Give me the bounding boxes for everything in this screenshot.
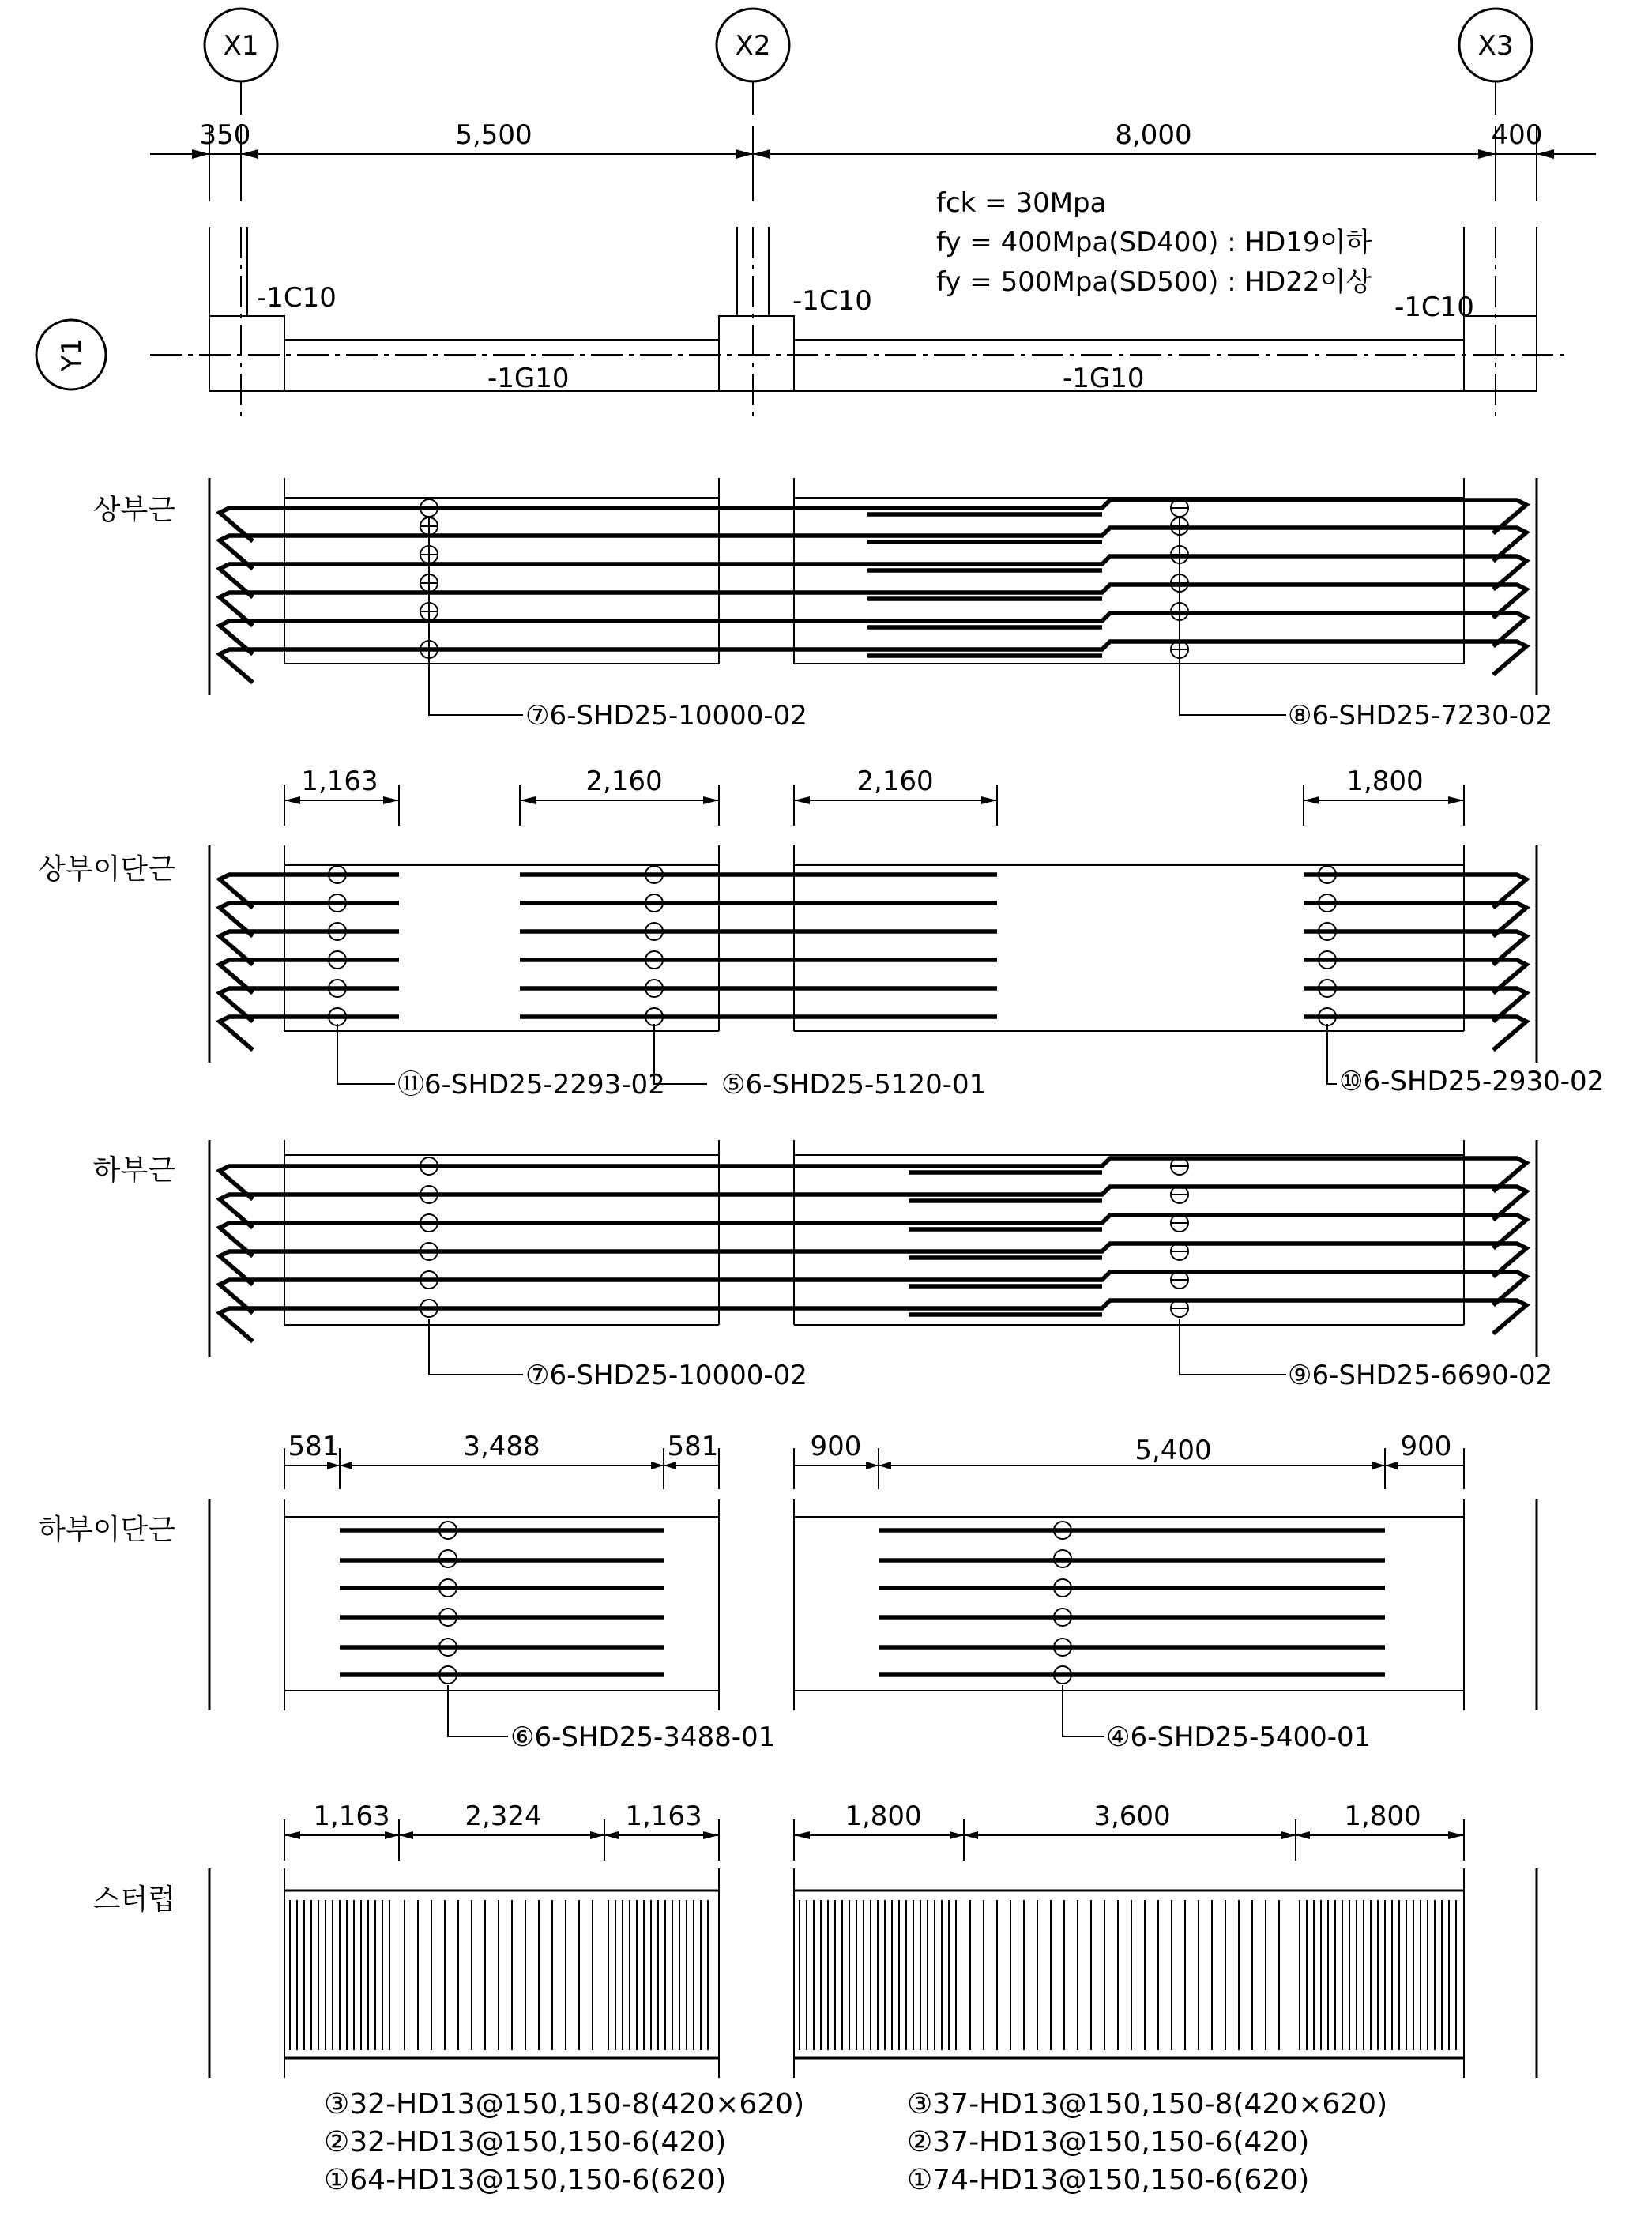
bottom-bar-right <box>794 1215 1464 1223</box>
stirrup-note-left-2: ②32-HD13@150,150-6(420) <box>324 2126 727 2158</box>
bottom-bar-right <box>794 1244 1464 1251</box>
stirrup-note-left-1: ①64-HD13@150,150-6(620) <box>324 2164 727 2196</box>
grid-bubble-x3 <box>1459 9 1532 115</box>
section-bottom-second-bars <box>209 1431 1537 1753</box>
row-label-top2: 상부이단근 <box>38 853 175 886</box>
note-fy-sd400: fy = 400Mpa(SD400) : HD19이하 <box>936 227 1372 258</box>
label-column-2: -1C10 <box>792 285 872 317</box>
label-beam-1: -1G10 <box>487 363 570 394</box>
dim-stirrup-1800-a: 1,800 <box>845 1800 922 1832</box>
dim-stirrup-1800-b: 1,800 <box>1344 1800 1421 1832</box>
dim-bottom2-5400: 5,400 <box>1135 1435 1212 1466</box>
grid-bubble-x2 <box>717 9 789 115</box>
top-bar-right <box>794 613 1464 621</box>
callout-bottom-7: ⑦6-SHD25-10000-02 <box>525 1360 807 1391</box>
top-bar-right <box>794 528 1464 536</box>
grid-label-x2: X2 <box>735 30 771 62</box>
dim-bottom2-581-b: 581 <box>667 1431 719 1462</box>
grid-bubble-x1 <box>205 9 277 115</box>
stirrup-note-left-3: ③32-HD13@150,150-8(420×620) <box>324 2088 805 2120</box>
dim-stirrup-2324: 2,324 <box>465 1800 542 1832</box>
grid-label-y1: Y1 <box>56 337 88 372</box>
callout-bottom2-4: ④6-SHD25-5400-01 <box>1106 1721 1372 1753</box>
grid-label-x3: X3 <box>1477 30 1514 62</box>
callout-top2-5: ⑤6-SHD25-5120-01 <box>721 1069 987 1101</box>
dims-top2 <box>284 766 1464 826</box>
dim-stirrup-1163-b: 1,163 <box>625 1800 702 1832</box>
column-c2 <box>719 316 794 391</box>
bottom-bar-right <box>794 1187 1464 1195</box>
bottom-bar-right <box>794 1158 1464 1166</box>
callout-top2-11: ⑪6-SHD25-2293-02 <box>397 1069 665 1101</box>
column-c3 <box>1464 316 1537 391</box>
note-fck: fck = 30Mpa <box>936 187 1107 219</box>
dim-350: 350 <box>199 119 251 151</box>
dims-bottom2 <box>284 1431 1464 1489</box>
dim-5500: 5,500 <box>455 119 532 151</box>
section-top-second-bars <box>209 766 1604 1101</box>
top-bar-right <box>794 556 1464 564</box>
stirrup-note-right-2: ②37-HD13@150,150-6(420) <box>907 2126 1310 2158</box>
column-c1 <box>209 316 284 391</box>
stirrup-note-right-1: ①74-HD13@150,150-6(620) <box>907 2164 1310 2196</box>
dim-top2-2160-b: 2,160 <box>856 766 934 797</box>
callout-bottom-9: ⑨6-SHD25-6690-02 <box>1288 1360 1553 1391</box>
grid-bubble-y1 <box>36 320 106 389</box>
section-bottom-bars <box>209 1140 1552 1391</box>
material-notes <box>936 187 1372 298</box>
stirrup-note-right-3: ③37-HD13@150,150-8(420×620) <box>907 2088 1388 2120</box>
dim-stirrup-3600: 3,600 <box>1093 1800 1171 1832</box>
top-bar-right <box>794 500 1464 508</box>
callout-top2-10: ⑩6-SHD25-2930-02 <box>1339 1066 1605 1097</box>
note-fy-sd500: fy = 500Mpa(SD500) : HD22이상 <box>936 266 1372 298</box>
grid-label-x1: X1 <box>223 30 259 62</box>
dim-8000: 8,000 <box>1115 119 1192 151</box>
top-bar-right <box>794 585 1464 593</box>
row-label-top: 상부근 <box>92 494 175 526</box>
label-column-3: -1C10 <box>1394 292 1474 323</box>
callout-bottom2-6: ⑥6-SHD25-3488-01 <box>510 1721 776 1753</box>
label-column-1: -1C10 <box>257 282 337 314</box>
bottom-bar-right <box>794 1300 1464 1308</box>
callout-top-7: ⑦6-SHD25-10000-02 <box>525 700 807 732</box>
dim-bottom2-3488: 3,488 <box>463 1431 540 1462</box>
dim-stirrup-1163-a: 1,163 <box>313 1800 390 1832</box>
dim-bottom2-900-a: 900 <box>810 1431 862 1462</box>
dim-bottom2-900-b: 900 <box>1400 1431 1452 1462</box>
section-stirrups <box>209 1800 1537 2196</box>
dim-bottom2-581-a: 581 <box>288 1431 340 1462</box>
callout-top-8: ⑧6-SHD25-7230-02 <box>1288 700 1553 732</box>
dim-top2-1800: 1,800 <box>1346 766 1424 797</box>
dim-top2-1163: 1,163 <box>301 766 378 797</box>
label-beam-2: -1G10 <box>1063 363 1145 394</box>
top-bar-right <box>794 642 1464 649</box>
section-top-bars <box>209 478 1552 732</box>
row-label-bottom: 하부근 <box>92 1154 175 1187</box>
dim-top2-2160-a: 2,160 <box>585 766 663 797</box>
top-dimension-string <box>150 119 1596 201</box>
bottom-bar-right <box>794 1272 1464 1280</box>
dims-stirrup <box>284 1800 1464 1861</box>
dim-400: 400 <box>1491 119 1543 151</box>
row-label-stirrup: 스터럽 <box>92 1883 175 1916</box>
row-label-bottom2: 하부이단근 <box>38 1514 175 1546</box>
